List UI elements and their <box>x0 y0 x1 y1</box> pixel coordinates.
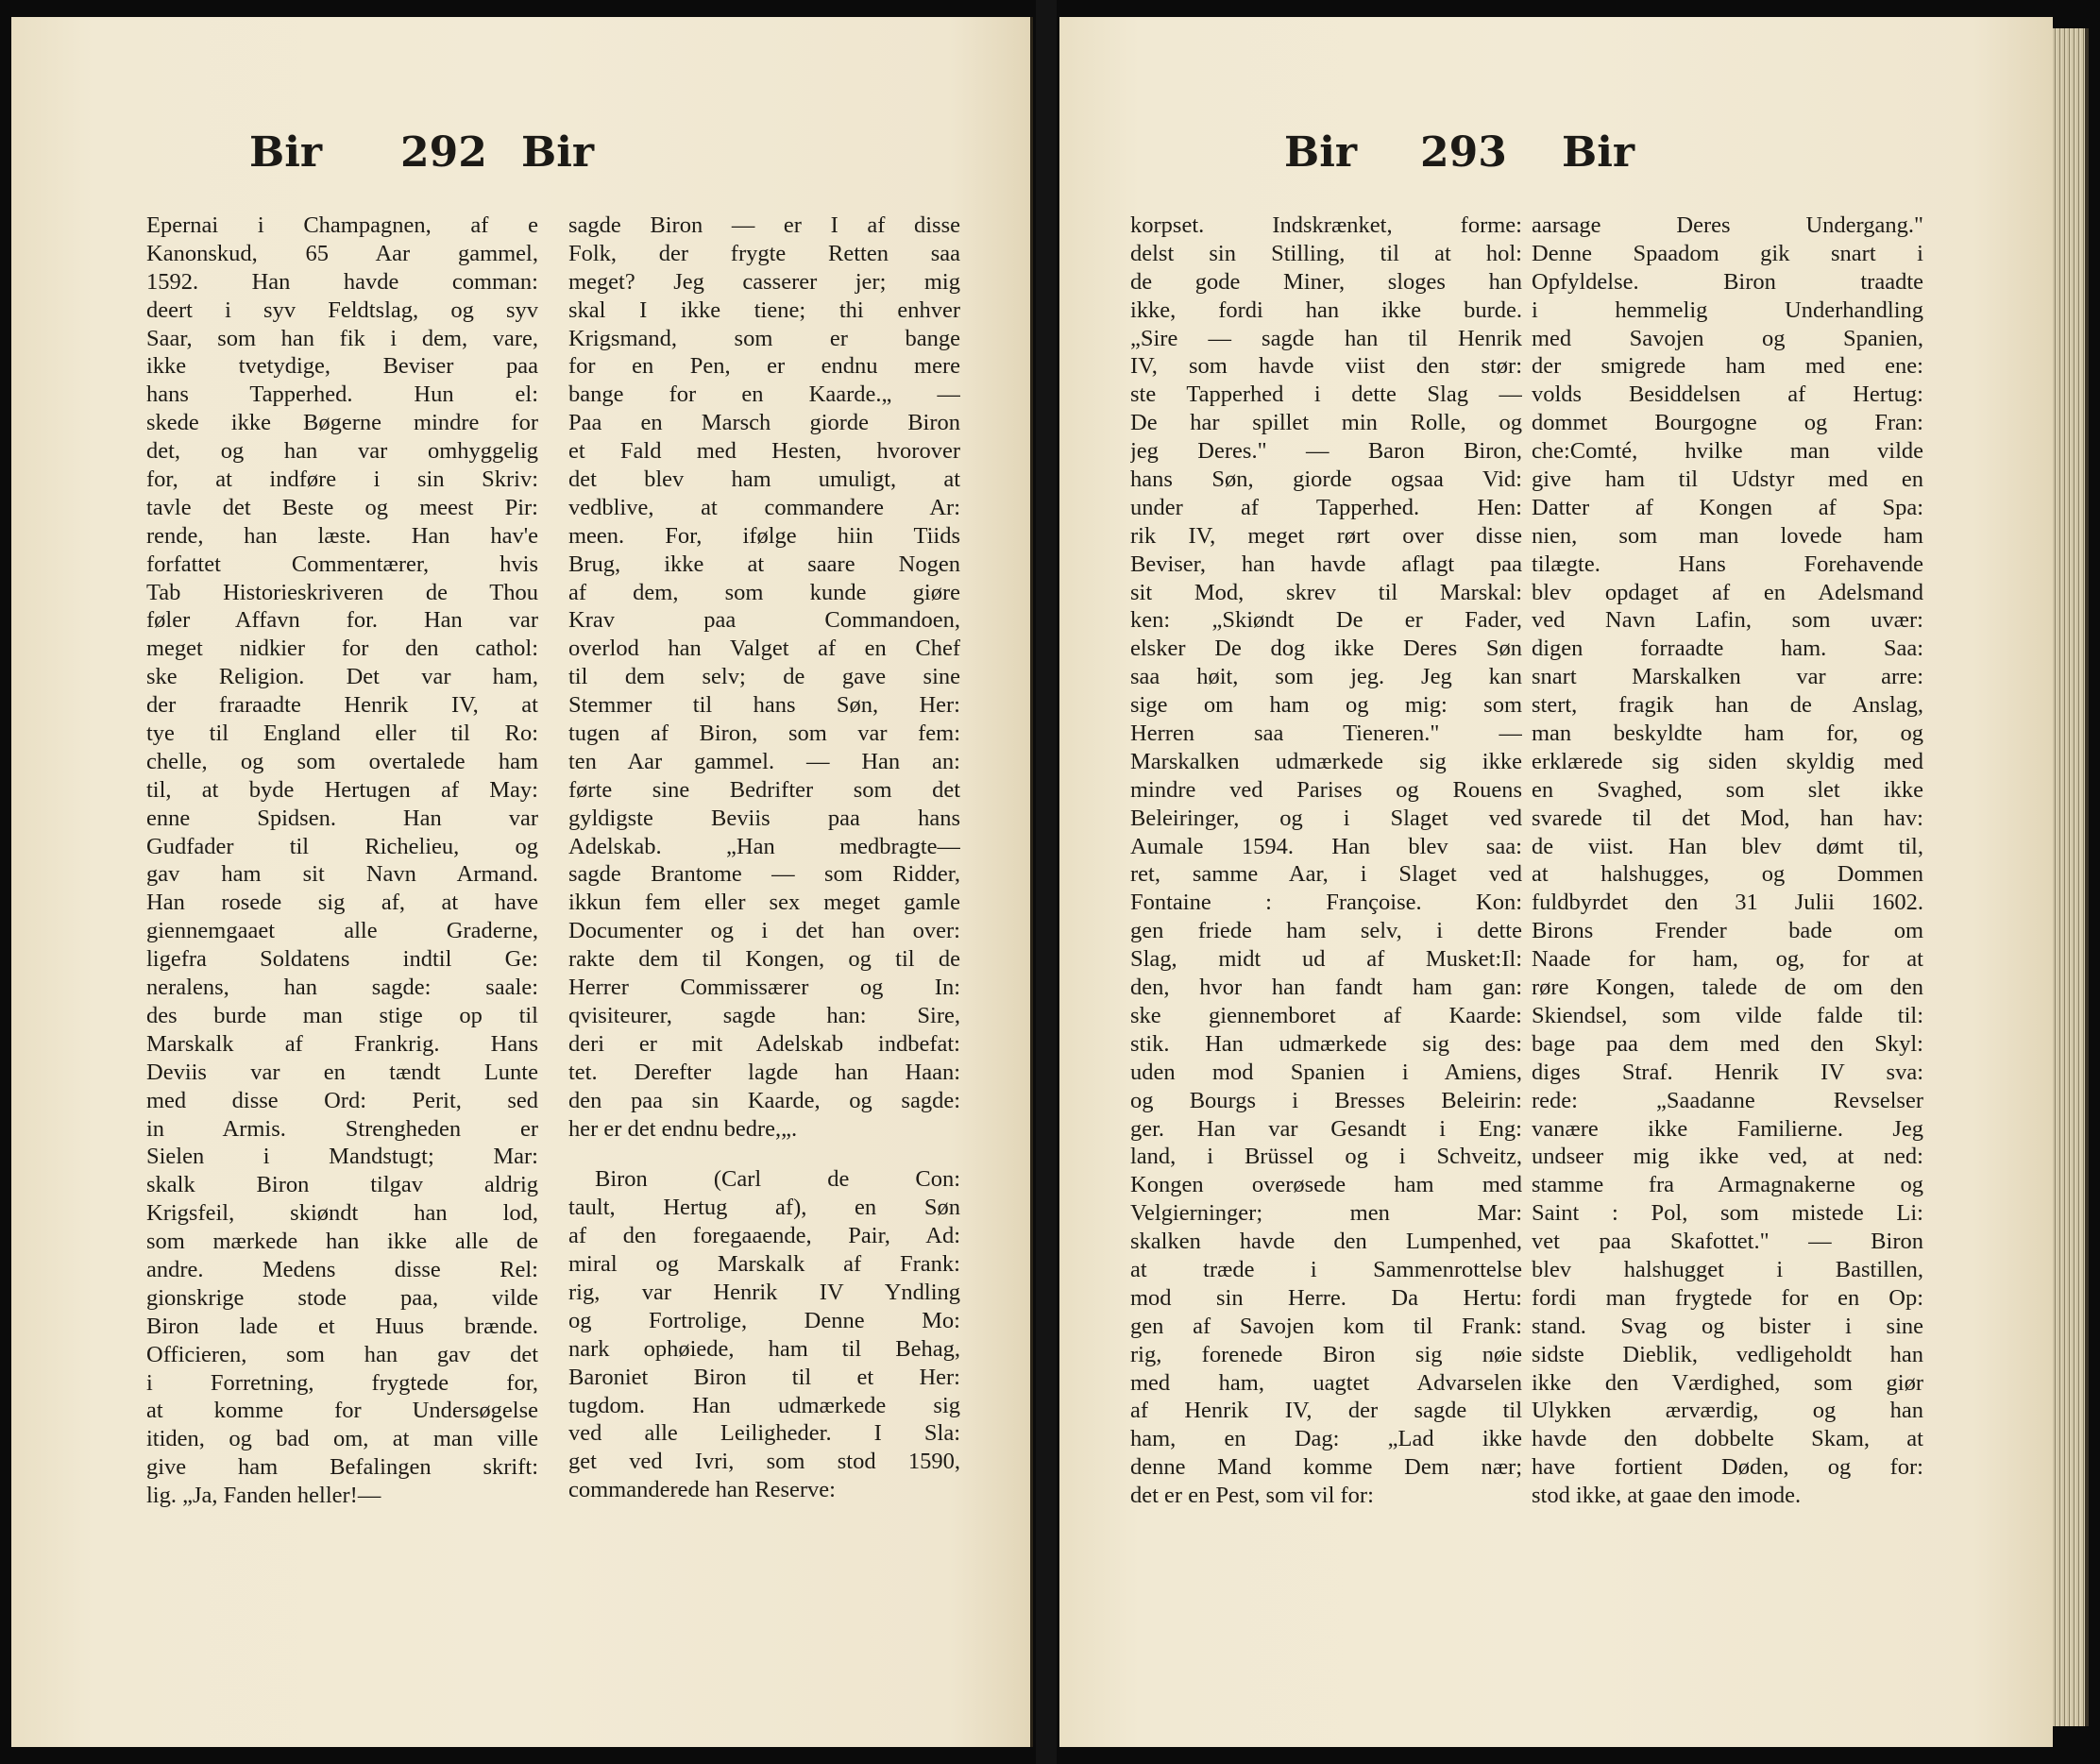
text-line: give ham til Udstyr med en <box>1532 466 1923 493</box>
text-line: giennemgaaet alle Graderne, <box>146 918 538 944</box>
text-line: sidste Dieblik, vedligeholdt han <box>1532 1341 1923 1367</box>
text-line: saa høit, som jeg. Jeg kan <box>1130 664 1522 690</box>
text-line: gen friede ham selv, i dette <box>1130 918 1522 944</box>
text-line: sit Mod, skrev til Marskal: <box>1130 579 1522 605</box>
header-left-word: Bir <box>249 128 323 177</box>
text-line: med disse Ord: Perit, sed <box>146 1087 538 1113</box>
text-line: som mærkede han ikke alle de <box>146 1229 538 1255</box>
text-line: til, at byde Hertugen af May: <box>146 776 538 803</box>
text-line: Krigsfeil, skiøndt han lod, <box>146 1200 538 1227</box>
text-line: i Forretning, frygtede for, <box>146 1369 538 1396</box>
text-line: undseer mig ikke ved, at ned: <box>1532 1144 1923 1170</box>
text-line: tugdom. Han udmærkede sig <box>568 1392 960 1418</box>
text-line: Datter af Kongen af Spa: <box>1532 494 1923 520</box>
text-line: Documenter og i det han over: <box>568 918 960 944</box>
text-line: ligefra Soldatens indtil Ge: <box>146 946 538 973</box>
text-line: meget nidkier for den cathol: <box>146 636 538 662</box>
text-line: deert i syv Feldtslag, og syv <box>146 297 538 323</box>
text-line: for en Pen, er endnu mere <box>568 353 960 380</box>
text-line: der smigrede ham med ene: <box>1532 353 1923 380</box>
text-line: Paa en Marsch giorde Biron <box>568 410 960 436</box>
text-line: get ved Ivri, som stod 1590, <box>568 1449 960 1475</box>
text-line: vanære ikke Familierne. Jeg <box>1532 1115 1923 1142</box>
text-line: volds Besiddelsen af Hertug: <box>1532 382 1923 408</box>
text-line: vedblive, at commandere Ar: <box>568 494 960 520</box>
header-right-word: Bir <box>521 128 595 177</box>
left-page-column-1 <box>146 212 538 1510</box>
text-line: Denne Spaadom gik snart i <box>1532 240 1923 266</box>
text-line: sagde Brantome — som Ridder, <box>568 861 960 888</box>
text-line: ret, samme Aar, i Slaget ved <box>1130 861 1522 888</box>
text-line: rende, han læste. Han hav'e <box>146 522 538 549</box>
text-line: ken: „Skiøndt De er Fader, <box>1130 607 1522 634</box>
text-line: mindre ved Parises og Rouens <box>1130 776 1522 803</box>
text-line: gen af Savojen kom til Frank: <box>1130 1313 1522 1339</box>
text-line: rakte dem til Kongen, og til de <box>568 946 960 973</box>
text-line: Aumale 1594. Han blev saa: <box>1130 833 1522 859</box>
text-line: en Svaghed, som slet ikke <box>1532 776 1923 803</box>
text-line: at træde i Sammenrottelse <box>1130 1256 1522 1282</box>
text-line: ved Navn Lafin, som uvær: <box>1532 607 1923 634</box>
text-line: rig, forenede Biron sig nøie <box>1130 1341 1522 1367</box>
text-line: af den foregaaende, Pair, Ad: <box>568 1223 960 1249</box>
right-page <box>1059 17 2053 1747</box>
text-line: Herren saa Tieneren." — <box>1130 721 1522 747</box>
text-line: ikke, fordi han ikke burde. <box>1130 297 1522 323</box>
text-line: stamme fra Armagnakerne og <box>1532 1172 1923 1198</box>
text-line: IV, som havde viist den stør: <box>1130 353 1522 380</box>
text-line: Han rosede sig af, at have <box>146 890 538 916</box>
text-line: blev opdaget af en Adelsmand <box>1532 579 1923 605</box>
text-line: blev halshugget i Bastillen, <box>1532 1256 1923 1282</box>
page-edges <box>2053 28 2089 1726</box>
text-line: gav ham sit Navn Armand. <box>146 861 538 888</box>
text-line: bage paa dem med den Skyl: <box>1532 1030 1923 1057</box>
text-line: aarsage Deres Undergang." <box>1532 212 1923 238</box>
text-line: nark ophøiede, ham til Behag, <box>568 1335 960 1362</box>
text-line: tavle det Beste og meest Pir: <box>146 494 538 520</box>
text-line: det blev ham umuligt, at <box>568 466 960 493</box>
text-line: stert, fragik han de Anslag, <box>1532 692 1923 719</box>
text-line: lig. „Ja, Fanden heller!— <box>146 1483 381 1509</box>
text-line: det er en Pest, som vil for: <box>1130 1483 1374 1509</box>
text-line: tye til England eller til Ro: <box>146 721 538 747</box>
text-line: Velgierninger; men Mar: <box>1130 1200 1522 1227</box>
text-line: og Bourgs i Bresses Beleirin: <box>1130 1087 1522 1113</box>
text-line: Brug, ikke at saare Nogen <box>568 551 960 577</box>
text-line: „Sire — sagde han til Henrik <box>1130 325 1522 351</box>
text-line: itiden, og bad om, at man ville <box>146 1426 538 1452</box>
text-line: digen forraadte ham. Saa: <box>1532 636 1923 662</box>
right-page-header <box>1059 128 2053 195</box>
text-line: havde den dobbelte Skam, at <box>1532 1426 1923 1452</box>
text-line: Krav paa Commandoen, <box>568 607 960 634</box>
text-line: skal I ikke tiene; thi enhver <box>568 297 960 323</box>
text-line: fuldbyrdet den 31 Julii 1602. <box>1532 890 1923 916</box>
text-line: sige om ham og mig: som <box>1130 692 1522 719</box>
text-line: ske Religion. Det var ham, <box>146 664 538 690</box>
text-line: ikkun fem eller sex meget gamle <box>568 890 960 916</box>
text-line: ved alle Leiligheder. I Sla: <box>568 1420 960 1447</box>
text-line: des burde man stige op til <box>146 1002 538 1028</box>
text-line: sagde Biron — er I af disse <box>568 212 960 238</box>
text-line: andre. Medens disse Rel: <box>146 1256 538 1282</box>
text-line: ham, en Dag: „Lad ikke <box>1130 1426 1522 1452</box>
text-line: ger. Han var Gesandt i Eng: <box>1130 1115 1522 1142</box>
text-line: Beviser, han havde aflagt paa <box>1130 551 1522 577</box>
text-line: nien, som man lovede ham <box>1532 522 1923 549</box>
text-line: Beleiringer, og i Slaget ved <box>1130 805 1522 831</box>
text-line: Biron lade et Huus brænde. <box>146 1313 538 1339</box>
text-line: Biron (Carl de Con: <box>595 1166 960 1193</box>
text-line: skede ikke Bøgerne mindre for <box>146 410 538 436</box>
text-line: Marskalken udmærkede sig ikke <box>1130 748 1522 774</box>
text-line: tilægte. Hans Forehavende <box>1532 551 1923 577</box>
text-line: rede: „Saadanne Revselser <box>1532 1087 1923 1113</box>
text-line: Kongen overøsede ham med <box>1130 1172 1522 1198</box>
text-line: at halshugges, og Dommen <box>1532 861 1923 888</box>
text-line: in Armis. Strengheden er <box>146 1115 538 1142</box>
text-line: ske giennemboret af Kaarde: <box>1130 1002 1522 1028</box>
text-line: overlod han Valget af en Chef <box>568 636 960 662</box>
text-line: diges Straf. Henrik IV sva: <box>1532 1059 1923 1085</box>
text-line: vet paa Skafottet." — Biron <box>1532 1229 1923 1255</box>
text-line: Krigsmand, som er bange <box>568 325 960 351</box>
text-line: rik IV, meget rørt over disse <box>1130 522 1522 549</box>
text-line: her er det endnu bedre,„. <box>568 1115 798 1142</box>
text-line: Marskalk af Frankrig. Hans <box>146 1030 538 1057</box>
text-line: førte sine Bedrifter som det <box>568 776 960 803</box>
text-line: meget? Jeg casserer jer; mig <box>568 268 960 295</box>
text-line: gionskrige stode paa, vilde <box>146 1284 538 1311</box>
text-line: under af Tapperhed. Hen: <box>1130 494 1522 520</box>
text-line: den, hvor han fandt ham gan: <box>1130 975 1522 1001</box>
text-line: Deviis var en tændt Lunte <box>146 1059 538 1085</box>
text-line: Saar, som han fik i dem, vare, <box>146 325 538 351</box>
text-line: neralens, han sagde: saale: <box>146 975 538 1001</box>
text-line: dommet Bourgogne og Fran: <box>1532 410 1923 436</box>
text-line: Skiendsel, som vilde falde til: <box>1532 1002 1923 1028</box>
text-line: erklærede sig siden skyldig med <box>1532 748 1923 774</box>
text-line: mod sin Herre. Da Hertu: <box>1130 1284 1522 1311</box>
text-line: og Fortrolige, Denne Mo: <box>568 1307 960 1333</box>
text-line: commanderede han Reserve: <box>568 1477 836 1503</box>
text-line: Ulykken ærværdig, og han <box>1532 1398 1923 1424</box>
text-line: uden mod Spanien i Amiens, <box>1130 1059 1522 1085</box>
text-line: Stemmer til hans Søn, Her: <box>568 692 960 719</box>
text-line: land, i Brüssel og i Schveitz, <box>1130 1144 1522 1170</box>
text-line: for, at indføre i sin Skriv: <box>146 466 538 493</box>
text-line: Saint : Pol, som mistede Li: <box>1532 1200 1923 1227</box>
text-line: det, og han var omhyggelig <box>146 438 538 465</box>
text-line: hans Søn, giorde ogsaa Vid: <box>1130 466 1522 493</box>
text-line: Kanonskud, 65 Aar gammel, <box>146 240 538 266</box>
text-line: stand. Svag og bister i sine <box>1532 1313 1923 1339</box>
text-line: give ham Befalingen skrift: <box>146 1454 538 1481</box>
text-line: rig, var Henrik IV Yndling <box>568 1279 960 1305</box>
text-line: Gudfader til Richelieu, og <box>146 833 538 859</box>
text-line: svarede til det Mod, han hav: <box>1532 805 1923 831</box>
text-line: Fontaine : Françoise. Kon: <box>1130 890 1522 916</box>
text-line: Slag, midt ud af Musket:Il: <box>1130 946 1522 973</box>
text-line: ten Aar gammel. — Han an: <box>568 748 960 774</box>
book-gutter <box>1036 0 1057 1764</box>
text-line: føler Affavn for. Han var <box>146 607 538 634</box>
text-line: i hemmelig Underhandling <box>1532 297 1923 323</box>
text-line: miral og Marskalk af Frank: <box>568 1251 960 1278</box>
text-line: meen. For, ifølge hiin Tiids <box>568 522 960 549</box>
header-right-word: Bir <box>1562 128 1635 177</box>
text-line: snart Marskalken var arre: <box>1532 664 1923 690</box>
text-line: Officieren, som han gav det <box>146 1341 538 1367</box>
text-line: røre Kongen, talede de om den <box>1532 975 1923 1001</box>
text-line: Adelskab. „Han medbragte— <box>568 833 960 859</box>
text-line: che:Comté, hvilke man vilde <box>1532 438 1923 465</box>
paragraph-gap <box>568 1143 960 1165</box>
text-line: ste Tapperhed i dette Slag — <box>1130 382 1522 408</box>
text-line: af Henrik IV, der sagde til <box>1130 1398 1522 1424</box>
text-line: tugen af Biron, som var fem: <box>568 721 960 747</box>
text-line: stik. Han udmærkede sig des: <box>1130 1030 1522 1057</box>
text-line: De har spillet min Rolle, og <box>1130 410 1522 436</box>
text-line: med Savojen og Spanien, <box>1532 325 1923 351</box>
header-left-word: Bir <box>1284 128 1358 177</box>
text-line: delst sin Stilling, til at hol: <box>1130 240 1522 266</box>
text-line: tault, Hertug af), en Søn <box>568 1195 960 1221</box>
text-line: enne Spidsen. Han var <box>146 805 538 831</box>
text-line: ikke tvetydige, Beviser paa <box>146 353 538 380</box>
right-page-column-2 <box>1532 212 1923 1510</box>
left-page <box>11 17 1033 1747</box>
text-line: med ham, uagtet Advarselen <box>1130 1369 1522 1396</box>
left-page-header <box>11 128 1030 195</box>
text-line: et Fald med Hesten, hvorover <box>568 438 960 465</box>
text-line: jeg Deres." — Baron Biron, <box>1130 438 1522 465</box>
text-line: Folk, der frygte Retten saa <box>568 240 960 266</box>
text-line: bange for en Kaarde.„ — <box>568 382 960 408</box>
text-line: fordi man frygtede for en Op: <box>1532 1284 1923 1311</box>
text-line: ikke den Værdighed, som giør <box>1532 1369 1923 1396</box>
text-line: Birons Frender bade om <box>1532 918 1923 944</box>
text-line: Herrer Commissærer og In: <box>568 975 960 1001</box>
text-line: Opfyldelse. Biron traadte <box>1532 268 1923 295</box>
text-line: de viist. Han blev dømt til, <box>1532 833 1923 859</box>
text-line: at komme for Undersøgelse <box>146 1398 538 1424</box>
text-line: til dem selv; de gave sine <box>568 664 960 690</box>
text-line: have fortient Døden, og for: <box>1532 1454 1923 1481</box>
text-line: tet. Derefter lagde han Haan: <box>568 1059 960 1085</box>
text-line: korpset. Indskrænket, forme: <box>1130 212 1522 238</box>
page-number: 293 <box>1420 128 1507 177</box>
text-line: man beskyldte ham for, og <box>1532 721 1923 747</box>
text-line: qvisiteurer, sagde han: Sire, <box>568 1002 960 1028</box>
text-line: forfattet Commentærer, hvis <box>146 551 538 577</box>
text-line: skalken havde den Lumpenhed, <box>1130 1229 1522 1255</box>
text-line: deri er mit Adelskab indbefat: <box>568 1030 960 1057</box>
left-page-column-2 <box>568 212 960 1504</box>
text-line: chelle, og som overtalede ham <box>146 748 538 774</box>
text-line: der fraraadte Henrik IV, at <box>146 692 538 719</box>
text-line: de gode Miner, sloges han <box>1130 268 1522 295</box>
text-line: Naade for ham, og, for at <box>1532 946 1923 973</box>
text-line: Baroniet Biron til et Her: <box>568 1364 960 1390</box>
page-number: 292 <box>400 128 487 177</box>
text-line: gyldigste Beviis paa hans <box>568 805 960 831</box>
text-line: 1592. Han havde comman: <box>146 268 538 295</box>
text-line: Tab Historieskriveren de Thou <box>146 579 538 605</box>
text-line: denne Mand komme Dem nær; <box>1130 1454 1522 1481</box>
text-line: af dem, som kunde giøre <box>568 579 960 605</box>
text-line: hans Tapperhed. Hun el: <box>146 382 538 408</box>
text-line: skalk Biron tilgav aldrig <box>146 1172 538 1198</box>
right-page-column-1 <box>1130 212 1522 1510</box>
text-line: elsker De dog ikke Deres Søn <box>1130 636 1522 662</box>
text-line: Sielen i Mandstugt; Mar: <box>146 1144 538 1170</box>
text-line: den paa sin Kaarde, og sagde: <box>568 1087 960 1113</box>
text-line: stod ikke, at gaae den imode. <box>1532 1483 1802 1509</box>
text-line: Epernai i Champagnen, af e <box>146 212 538 238</box>
